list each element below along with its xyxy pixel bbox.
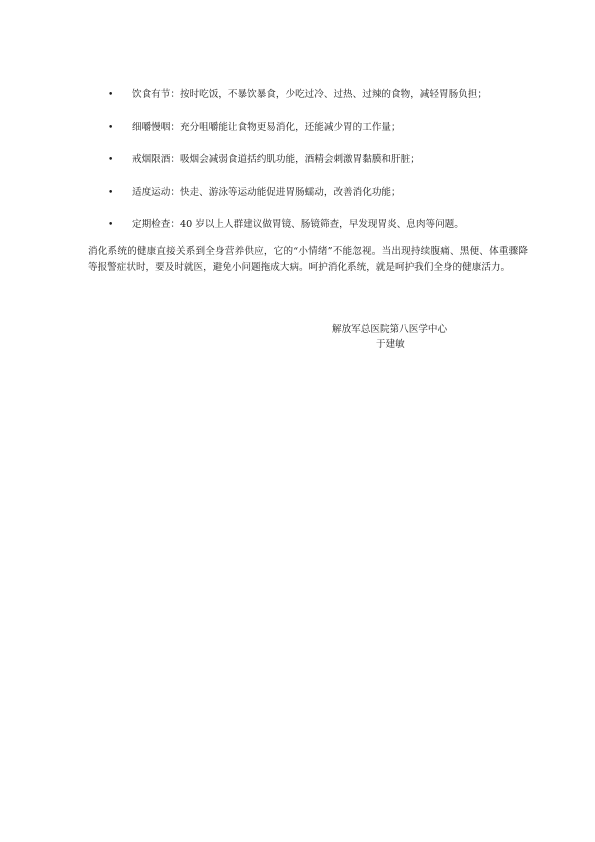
bullet-marker: • bbox=[108, 155, 114, 165]
summary-paragraph: 消化系统的健康直接关系到全身营养供应，它的“小情绪”不能忽视。当出现持续腹痛、黑便、体重骤降等报警症状时，要及时就医，避免小问题拖成大病。呵护消化系统，就是呵护我们全身的健康活力。 bbox=[88, 246, 528, 273]
bullet-marker: • bbox=[108, 220, 114, 230]
health-tips-list bbox=[108, 88, 528, 251]
bullet-text: 戒烟限酒：吸烟会减弱食道括约肌功能，酒精会刺激胃黏膜和肝脏； bbox=[132, 154, 420, 165]
bullet-text: 适度运动：快走、游泳等运动能促进胃肠蠕动，改善消化功能； bbox=[132, 186, 401, 198]
bullet-text: 细嚼慢咽：充分咀嚼能让食物更易消化，还能减少胃的工作量； bbox=[132, 121, 401, 133]
signature-author: 于建敏 bbox=[376, 339, 405, 350]
list-item bbox=[108, 186, 528, 219]
bullet-text: 定期检查：40 岁以上人群建议做胃镜、肠镜筛查，早发现胃炎、息肉等问题。 bbox=[132, 219, 464, 230]
list-item bbox=[108, 121, 528, 154]
bullet-marker: • bbox=[108, 122, 114, 133]
list-item bbox=[108, 88, 528, 121]
bullet-marker: • bbox=[108, 90, 114, 100]
signature-organization: 解放军总医院第八医学中心 bbox=[332, 324, 448, 335]
list-item bbox=[108, 153, 528, 186]
bullet-text: 饮食有节：按时吃饭，不暴饮暴食，少吃过冷、过热、过辣的食物，减轻胃肠负担； bbox=[132, 89, 487, 100]
bullet-marker: • bbox=[108, 187, 114, 198]
